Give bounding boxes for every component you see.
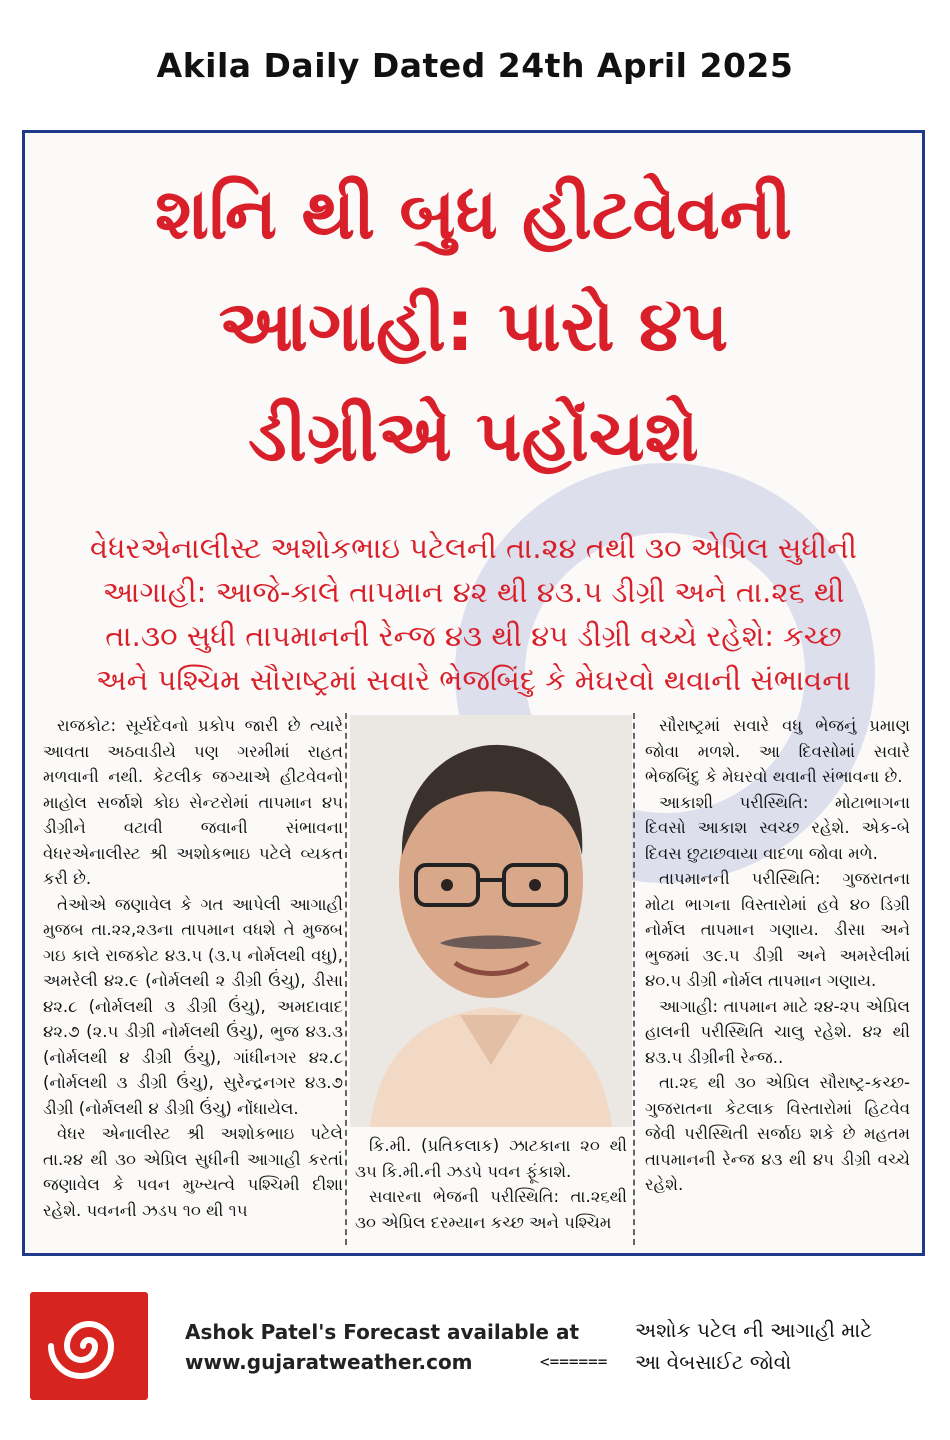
subheadline-line-4: અને પશ્ચિમ સૌરાષ્ટ્રમાં સવારે ભેજબિંદુ કે મેઘરવો થવાની સંભાવના	[96, 663, 851, 697]
headline-line-1: શનિ થી બુધ હીટવેવની	[155, 173, 792, 255]
subheadline-line-3: તા.૩૦ સુધી તાપમાનની રેન્જ ૪૩ થી ૪૫ ડીગ્રી વચ્ચે રહેશે: કચ્છ	[105, 619, 842, 653]
article-column-3	[645, 713, 910, 1198]
column-1-paragraph-3: વેધર એનાલીસ્ટ શ્રી અશોકભાઇ પટેલે તા.૨૪ થી ૩૦ એપ્રિલ સુધીની આગાહી કરતાં જણાવેલ કે પવન મુખ્યત્વે પશ્ચિમી દીશા રહેશે. પવનની ઝડપ ૧૦ થી ૧૫	[43, 1124, 343, 1220]
portrait-illustration	[350, 715, 632, 1127]
column-divider-2	[633, 713, 635, 1245]
article-column-1	[43, 713, 343, 1223]
column-divider-1	[345, 713, 347, 1245]
subheadline-line-2: આગાહી: આજે-કાલે તાપમાન ૪૨ થી ૪૩.૫ ડીગ્રી અને તા.૨૬ થી	[102, 575, 845, 609]
column-3-paragraph-4: આગાહી: તાપમાન માટે ૨૪-૨૫ એપ્રિલ હાલની પરીસ્થિતિ ચાલુ રહેશે. ૪૨ થી ૪૩.૫ ડીગ્રીની રેન્જ..	[645, 996, 910, 1067]
footer-forecast-text: Ashok Patel's Forecast available at	[185, 1320, 580, 1344]
column-3-paragraph-2: આકાશી પરીસ્થિતિ: મોટાભાગના દિવસો આકાશ સ્વચ્છ રહેશે. એક-બે દિવસ છુટાછવાયા વાદળા જોવા મળે.	[645, 792, 910, 863]
gujaratweather-logo-icon	[30, 1292, 148, 1400]
footer-gujarati-line-1: અશોક પટેલ ની આગાહી માટે	[635, 1318, 872, 1342]
column-3-paragraph-5: તા.૨૬ થી ૩૦ એપ્રિલ સૌરાષ્ટ્ર-કચ્છ- ગુજરાતના કેટલાક વિસ્તારોમાં હિટવેવ જેવી પરીસ્થિતી સર્જાઇ શકે છે મહતમ તાપમાનની રેન્જ ૪૩ થી ૪૫ ડીગ્રી વચ્ચે રહેશે.	[645, 1073, 910, 1194]
article-column-2	[355, 1133, 627, 1235]
newspaper-clipping	[22, 130, 925, 1256]
headline-line-3: ડીગ્રીએ પહોંચશે	[248, 395, 699, 477]
column-3-paragraph-3: તાપમાનની પરીસ્થિતિ: ગુજરાતના મોટા ભાગના વિસ્તારોમાં હવે ૪૦ ડિગ્રી નોર્મલ તાપમાન ગણાય. ડીસા અને ભુજમાં ૩૯.૫ ડીગ્રી અને અમરેલીમાં ૪૦.૫ ડીગ્રી નોર્મલ તાપમાન ગણાય.	[645, 869, 910, 990]
column-1-paragraph-1: રાજકોટ: સૂર્યદેવનો પ્રકોપ જારી છે ત્યારે આવતા અઠવાડીયે પણ ગરમીમાં રાહત મળવાની નથી. કેટલીક જગ્યાએ હીટવેવનો માહોલ સર્જાશે કોઇ સેન્ટરોમાં તાપમાન ૪૫ ડીગ્રીને વટાવી જવાની સંભાવના વેધરએનાલીસ્ટ શ્રી અશોકભાઇ પટેલે વ્યકત કરી છે.	[43, 716, 343, 888]
footer-gujarati-line-2: આ વેબસાઈટ જોવો	[635, 1350, 792, 1374]
column-1-paragraph-2: તેઓએ જણાવેલ કે ગત આપેલી આગાહી મુજબ તા.૨૨,૨૩ના તાપમાન વધશે તે મુજબ ગઇ કાલે રાજકોટ ૪૩.૫ (૩.૫ નોર્મલથી વધુ), અમરેલી ૪૨.૯ (નોર્મલથી ૨ ડીગ્રી ઉંચુ), ડીસા ૪૨.૮ (નોર્મલથી ૩ ડીગ્રી ઉંચુ), અમદાવાદ ૪૨.૭ (૨.૫ ડીગ્રી નોર્મલથી ઉંચુ), ભુજ ૪૩.૩ (નોર્મલથી ૪ ડીગ્રી ઉંચુ), ગાંધીનગર ૪૨.૮ (નોર્મલથી ૩ ડીગ્રી ઉંચુ), સુરેન્દ્રનગર ૪૩.૭ ડીગ્રી (નોર્મલથી ૪ ડીગ્રી ઉંચુ) નોંધાયેલ.	[43, 894, 343, 1118]
column-2-paragraph-1: કિ.મી. (પ્રતિકલાક) ઝાટકાના ૨૦ થી ૩૫ કિ.મી.ની ઝડપે પવન ફૂંકાશે.	[355, 1136, 627, 1181]
footer-arrow: <======	[540, 1352, 608, 1371]
footer-website-link[interactable]: www.gujaratweather.com	[185, 1350, 473, 1374]
headline-line-2: આગાહી: પારો ૪૫	[218, 285, 729, 367]
subheadline-line-1: વેધરએનાલીસ્ટ અશોકભાઇ પટેલની તા.૨૪ તથી ૩૦ એપ્રિલ સુધીની	[90, 531, 857, 565]
portrait-photo	[350, 715, 632, 1127]
page-title: Akila Daily Dated 24th April 2025	[156, 46, 794, 85]
column-2-paragraph-2: સવારના ભેજની પરીસ્થિતિ: તા.૨૬થી ૩૦ એપ્રિલ દરમ્યાન કચ્છ અને પશ્ચિમ	[355, 1187, 627, 1232]
column-3-paragraph-1: સૌરાષ્ટ્રમાં સવારે વધુ ભેજનું પ્રમાણ જોવા મળશે. આ દિવસોમાં સવારે ભેજબિંદુ કે મેઘરવો થવાની સંભાવના છે.	[645, 716, 910, 786]
